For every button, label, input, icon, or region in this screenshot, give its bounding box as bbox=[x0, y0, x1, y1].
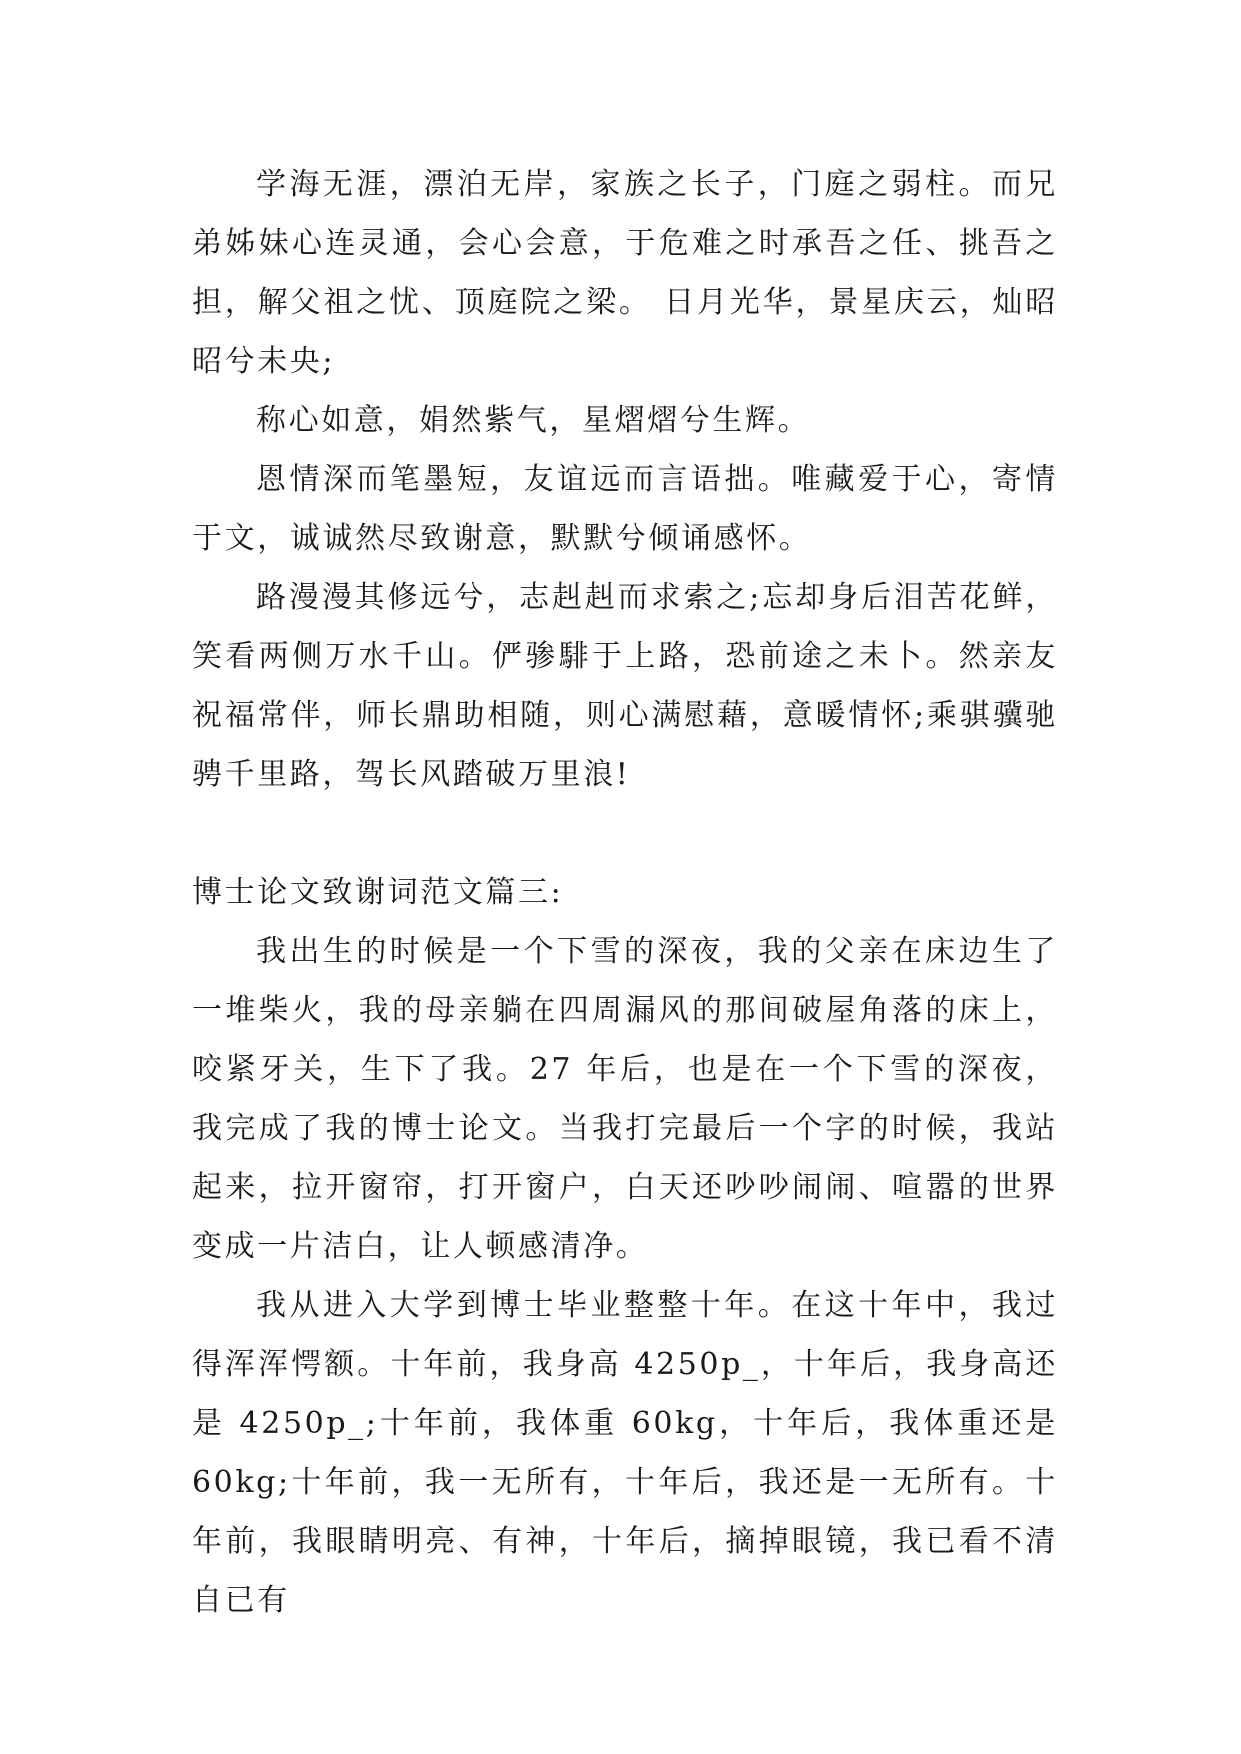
paragraph: 我出生的时候是一个下雪的深夜，我的父亲在床边生了一堆柴火，我的母亲躺在四周漏风的那间破屋角落的床上，咬紧牙关，生下了我。27 年后，也是在一个下雪的深夜，我完成了我的博士论文。当我打完最后一个字的时候，我站起来，拉开窗帘，打开窗户，白天还吵吵闹闹、喧嚣的世界变成一片洁白，让人顿感清净。 bbox=[192, 934, 1058, 1264]
paragraph: 路漫漫其修远兮，志赳赳而求索之;忘却身后泪苦花鲜，笑看两侧万水千山。俨骖騑于上路，恐前途之未卜。然亲友祝福常伴，师长鼎助相随，则心满慰藉，意暖情怀;乘骐骥驰骋千里路，驾长风踏破万里浪! bbox=[192, 580, 1058, 792]
paragraph: 我从进入大学到博士毕业整整十年。在这十年中，我过得浑浑愕额。十年前，我身高 4250p_，十年后，我身高还是 4250p_;十年前，我体重 60kg，十年后，我体重还是 60kg;十年前，我一无所有，十年后，我还是一无所有。十年前，我眼睛明亮、有神，十年后，摘掉眼镜，我已看不清自已有 bbox=[192, 1288, 1058, 1618]
document-body bbox=[192, 155, 1058, 1630]
paragraph: 学海无涯，漂泊无岸，家族之长子，门庭之弱柱。而兄弟姊妹心连灵通，会心会意，于危难之时承吾之任、挑吾之担，解父祖之忧、顶庭院之梁。 日月光华，景星庆云，灿昭昭兮未央; bbox=[192, 167, 1058, 379]
section-heading: 博士论文致谢词范文篇三: bbox=[192, 875, 564, 910]
paragraph: 恩情深而笔墨短，友谊远而言语拙。唯藏爱于心，寄情于文，诚诚然尽致谢意，默默兮倾诵感怀。 bbox=[192, 462, 1058, 556]
paragraph: 称心如意，娟然紫气，星熠熠兮生辉。 bbox=[256, 403, 811, 438]
